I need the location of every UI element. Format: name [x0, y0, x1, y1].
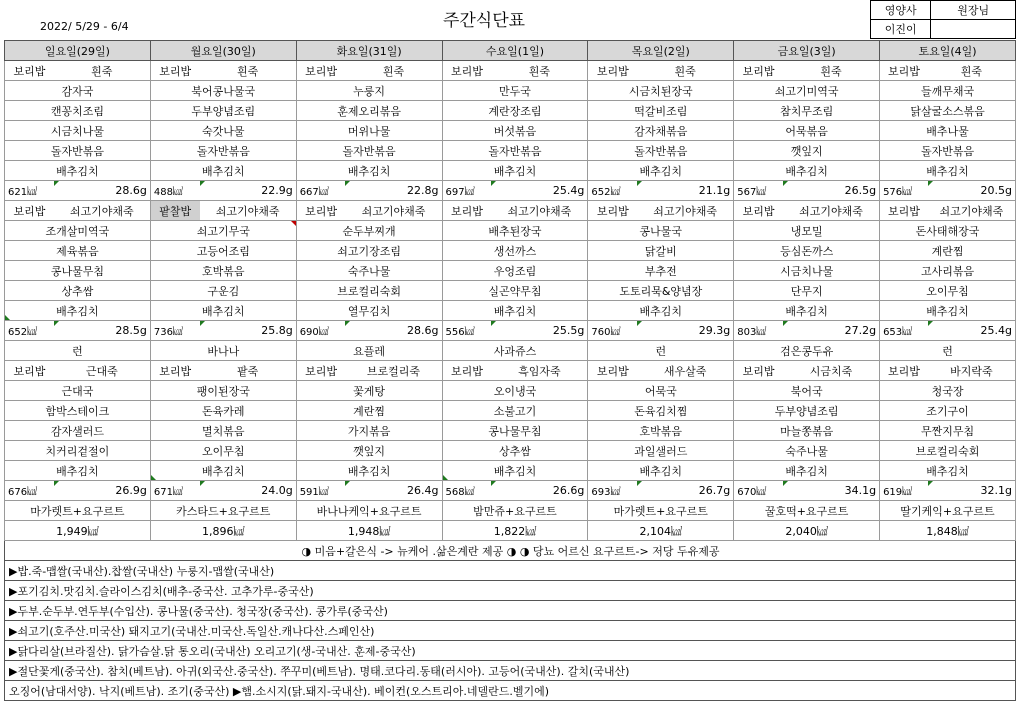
menu-item: 깻잎지 — [734, 141, 880, 161]
kcal-value: 690㎉ — [296, 321, 345, 341]
menu-item: 오이무침 — [880, 281, 1016, 301]
menu-item: 돌자반볶음 — [588, 141, 734, 161]
menu-item: 오이무침 — [150, 441, 296, 461]
snack2-row — [5, 501, 1016, 521]
kcal-value: 591㎉ — [296, 481, 345, 501]
header — [4, 0, 1016, 40]
snack-item: 사과쥬스 — [442, 341, 588, 361]
note-row — [5, 601, 1016, 621]
daily-total-kcal: 1,896㎉ — [150, 521, 296, 541]
kcal-value: 697㎉ — [442, 181, 491, 201]
snack-item: 꿀호떡+요구르트 — [734, 501, 880, 521]
kcal-value: 760㎉ — [588, 321, 637, 341]
menu-item: 닭갈비 — [588, 241, 734, 261]
note-row — [5, 681, 1016, 701]
menu-item: 팽이된장국 — [150, 381, 296, 401]
lunch-dish-row — [5, 241, 1016, 261]
kcal-value: 736㎉ — [150, 321, 199, 341]
menu-item: 콩나물무침 — [5, 261, 151, 281]
lunch-dish-row — [5, 221, 1016, 241]
day-header: 수요일(1일) — [442, 41, 588, 61]
menu-item: 마늘쫑볶음 — [734, 421, 880, 441]
breakfast-dish-row — [5, 161, 1016, 181]
porridge-item: 바지락죽 — [928, 361, 1016, 381]
menu-item: 도토리묵&양념장 — [588, 281, 734, 301]
menu-item: 냉모밀 — [734, 221, 880, 241]
menu-item: 배추김치 — [442, 161, 588, 181]
day-header: 목요일(2일) — [588, 41, 734, 61]
menu-item: 북어국 — [734, 381, 880, 401]
rice-item: 보리밥 — [880, 61, 928, 81]
protein-value: 26.7g — [637, 481, 734, 501]
origin-note: 오징어(남대서양). 낙지(베트남). 조기(중국산) ▶햄.소시지(닭.돼지-국내산). 베이컨(오스트리아.네델란드.벨기에) — [5, 681, 1016, 701]
protein-value: 28.6g — [345, 321, 442, 341]
breakfast-dish-row — [5, 121, 1016, 141]
origin-note: ▶절단꽃게(중국산). 참치(베트남). 아귀(외국산.중국산). 쭈꾸미(베트남). 명태.코다리.동태(러시아). 고등어(국내산). 갈치(국내산) — [5, 661, 1016, 681]
menu-item: 배추김치 — [5, 161, 151, 181]
rice-item: 보리밥 — [734, 201, 783, 221]
porridge-item: 팥죽 — [200, 361, 297, 381]
origin-note: ▶두부.순두부.연두부(수입산). 콩나물(중국산). 청국장(중국산). 콩가루(중국산) — [5, 601, 1016, 621]
menu-item: 꽃게탕 — [296, 381, 442, 401]
protein-value: 21.1g — [637, 181, 734, 201]
menu-item: 배추김치 — [734, 161, 880, 181]
menu-item: 버섯볶음 — [442, 121, 588, 141]
note-row — [5, 581, 1016, 601]
porridge-item: 흑임자죽 — [491, 361, 588, 381]
rice-item: 보리밥 — [880, 361, 928, 381]
porridge-item: 브로컬리죽 — [345, 361, 442, 381]
origin-note: ▶포기김치.맛김치.슬라이스김치(배추-중국산. 고추가루-중국산) — [5, 581, 1016, 601]
kcal-value: 667㎉ — [296, 181, 345, 201]
menu-item: 상추쌈 — [5, 281, 151, 301]
menu-item: 배추김치 — [442, 301, 588, 321]
protein-value: 24.0g — [200, 481, 297, 501]
porridge-item: 흰죽 — [491, 61, 588, 81]
dinner-dish-row — [5, 461, 1016, 481]
protein-value: 28.6g — [54, 181, 151, 201]
rice-item: 팥찰밥 — [150, 201, 199, 221]
snack-item: 카스타드+요구르트 — [150, 501, 296, 521]
origin-note: ▶닭다리살(브라질산). 닭가슴살.닭 통오리(국내산) 오리고기(생-국내산. 훈제-중국산) — [5, 641, 1016, 661]
menu-item: 배추김치 — [150, 301, 296, 321]
protein-value: 22.8g — [345, 181, 442, 201]
daily-total-kcal: 2,040㎉ — [734, 521, 880, 541]
porridge-item: 근대죽 — [54, 361, 151, 381]
menu-item: 돈사태해장국 — [880, 221, 1016, 241]
menu-item: 과일샐러드 — [588, 441, 734, 461]
menu-item: 어묵국 — [588, 381, 734, 401]
menu-item: 근대국 — [5, 381, 151, 401]
daily-total-kcal: 1,949㎉ — [5, 521, 151, 541]
snack-item: 밤만쥬+요구르트 — [442, 501, 588, 521]
menu-item: 배추김치 — [734, 301, 880, 321]
kcal-value: 670㎉ — [734, 481, 783, 501]
menu-item: 브로컬리숙회 — [296, 281, 442, 301]
kcal-value: 803㎉ — [734, 321, 783, 341]
approval-role-director: 원장님 — [931, 1, 1016, 20]
approval-sign-dietitian: 이진이 — [871, 20, 931, 39]
origin-note: ◑ 미음+갈은식 -> 뉴케어 .삶은계란 제공 ◑ ◑ 당뇨 어르신 요구르트-> 저당 두유제공 — [5, 541, 1016, 561]
menu-item: 부추전 — [588, 261, 734, 281]
menu-item: 캔꽁치조림 — [5, 101, 151, 121]
rice-item: 보리밥 — [296, 201, 345, 221]
protein-value: 29.3g — [637, 321, 734, 341]
menu-item: 무짠지무침 — [880, 421, 1016, 441]
menu-item: 멸치볶음 — [150, 421, 296, 441]
protein-value: 28.5g — [54, 321, 151, 341]
menu-item: 열무김치 — [296, 301, 442, 321]
menu-item: 호박볶음 — [588, 421, 734, 441]
kcal-value: 652㎉ — [5, 321, 54, 341]
porridge-item: 흰죽 — [637, 61, 734, 81]
menu-item: 닭살굴소스볶음 — [880, 101, 1016, 121]
menu-item: 청국장 — [880, 381, 1016, 401]
day-header: 금요일(3일) — [734, 41, 880, 61]
menu-item: 돈육김치찜 — [588, 401, 734, 421]
menu-item: 계란찜 — [296, 401, 442, 421]
menu-item: 쇠고기무국 — [150, 221, 296, 241]
dinner-nutrition-row — [5, 481, 1016, 501]
rice-item: 보리밥 — [150, 361, 199, 381]
menu-item: 감자샐러드 — [5, 421, 151, 441]
note-row — [5, 561, 1016, 581]
menu-item: 배추김치 — [734, 461, 880, 481]
menu-item: 숙갓나물 — [150, 121, 296, 141]
porridge-item: 새우살죽 — [637, 361, 734, 381]
menu-item: 구운김 — [150, 281, 296, 301]
dinner-base-row — [5, 361, 1016, 381]
porridge-item: 시금치죽 — [783, 361, 880, 381]
menu-item: 훈제오리볶음 — [296, 101, 442, 121]
day-header-row — [5, 41, 1016, 61]
menu-item: 들깨무채국 — [880, 81, 1016, 101]
rice-item: 보리밥 — [588, 61, 637, 81]
daily-total-kcal: 1,948㎉ — [296, 521, 442, 541]
menu-item: 소불고기 — [442, 401, 588, 421]
day-header: 월요일(30일) — [150, 41, 296, 61]
menu-item: 콩나물무침 — [442, 421, 588, 441]
breakfast-nutrition-row — [5, 181, 1016, 201]
daily-total-row — [5, 521, 1016, 541]
breakfast-dish-row — [5, 101, 1016, 121]
snack-item: 요플레 — [296, 341, 442, 361]
snack-item: 런 — [5, 341, 151, 361]
kcal-value: 556㎉ — [442, 321, 491, 341]
menu-item: 시금치나물 — [5, 121, 151, 141]
menu-item: 돌자반볶음 — [880, 141, 1016, 161]
menu-item: 두부양념조림 — [150, 101, 296, 121]
menu-item: 제육볶음 — [5, 241, 151, 261]
daily-total-kcal: 1,822㎉ — [442, 521, 588, 541]
menu-item: 참치무조림 — [734, 101, 880, 121]
menu-item: 우엉조림 — [442, 261, 588, 281]
menu-item: 배추김치 — [880, 461, 1016, 481]
protein-value: 27.2g — [783, 321, 880, 341]
rice-item: 보리밥 — [5, 361, 54, 381]
menu-item: 시금치나물 — [734, 261, 880, 281]
rice-item: 보리밥 — [5, 61, 54, 81]
snack-item: 런 — [880, 341, 1016, 361]
menu-item: 만두국 — [442, 81, 588, 101]
protein-value: 26.5g — [783, 181, 880, 201]
menu-item: 배추나물 — [880, 121, 1016, 141]
menu-item: 생선까스 — [442, 241, 588, 261]
menu-item: 쇠고기장조림 — [296, 241, 442, 261]
lunch-dish-row — [5, 301, 1016, 321]
menu-item: 누룽지 — [296, 81, 442, 101]
breakfast-base-row — [5, 61, 1016, 81]
rice-item: 보리밥 — [734, 361, 783, 381]
snack-item: 마가렛트+요구르트 — [588, 501, 734, 521]
note-row — [5, 541, 1016, 561]
menu-item: 계란찜 — [880, 241, 1016, 261]
date-range: 2022/ 5/29 - 6/4 — [40, 20, 129, 33]
menu-item: 배추김치 — [588, 461, 734, 481]
daily-total-kcal: 1,848㎉ — [880, 521, 1016, 541]
dinner-dish-row — [5, 381, 1016, 401]
rice-item: 보리밥 — [588, 361, 637, 381]
menu-item: 돌자반볶음 — [442, 141, 588, 161]
protein-value: 22.9g — [200, 181, 297, 201]
rice-item: 보리밥 — [150, 61, 199, 81]
menu-item: 배추김치 — [5, 461, 151, 481]
menu-item: 배추김치 — [296, 461, 442, 481]
menu-item: 배추김치 — [588, 301, 734, 321]
menu-item: 브로컬리숙회 — [880, 441, 1016, 461]
menu-item: 머위나물 — [296, 121, 442, 141]
menu-item: 콩나물국 — [588, 221, 734, 241]
rice-item: 보리밥 — [5, 201, 54, 221]
breakfast-dish-row — [5, 141, 1016, 161]
menu-item: 시금치된장국 — [588, 81, 734, 101]
protein-value: 25.8g — [200, 321, 297, 341]
protein-value: 25.4g — [928, 321, 1016, 341]
menu-item: 고사리볶음 — [880, 261, 1016, 281]
rice-item: 보리밥 — [296, 361, 345, 381]
menu-item: 돌자반볶음 — [150, 141, 296, 161]
menu-item: 실곤약무침 — [442, 281, 588, 301]
menu-item: 배추김치 — [296, 161, 442, 181]
porridge-item: 쇠고기야채죽 — [491, 201, 588, 221]
day-header: 토요일(4일) — [880, 41, 1016, 61]
approval-sign-director — [931, 20, 1016, 39]
rice-item: 보리밥 — [442, 61, 491, 81]
menu-item: 감자국 — [5, 81, 151, 101]
protein-value: 25.5g — [491, 321, 588, 341]
snack-item: 바나나케익+요구르트 — [296, 501, 442, 521]
porridge-item: 흰죽 — [928, 61, 1016, 81]
porridge-item: 쇠고기야채죽 — [783, 201, 880, 221]
kcal-value: 671㎉ — [150, 481, 199, 501]
lunch-dish-row — [5, 261, 1016, 281]
rice-item: 보리밥 — [442, 361, 491, 381]
kcal-value: 576㎉ — [880, 181, 928, 201]
snack-item: 마가렛트+요구르트 — [5, 501, 151, 521]
kcal-value: 621㎉ — [5, 181, 54, 201]
rice-item: 보리밥 — [734, 61, 783, 81]
breakfast-dish-row — [5, 81, 1016, 101]
lunch-base-row — [5, 201, 1016, 221]
kcal-value: 488㎉ — [150, 181, 199, 201]
kcal-value: 619㎉ — [880, 481, 928, 501]
lunch-dish-row — [5, 281, 1016, 301]
note-row — [5, 641, 1016, 661]
menu-item: 조기구이 — [880, 401, 1016, 421]
rice-item: 보리밥 — [880, 201, 928, 221]
menu-item: 어묵볶음 — [734, 121, 880, 141]
menu-item: 돌자반볶음 — [296, 141, 442, 161]
menu-item: 돌자반볶음 — [5, 141, 151, 161]
menu-item: 상추쌈 — [442, 441, 588, 461]
menu-item: 깻잎지 — [296, 441, 442, 461]
menu-item: 등심돈까스 — [734, 241, 880, 261]
kcal-value: 567㎉ — [734, 181, 783, 201]
snack-item: 검은콩두유 — [734, 341, 880, 361]
menu-item: 순두부찌개 — [296, 221, 442, 241]
menu-item: 배추김치 — [442, 461, 588, 481]
menu-item: 쇠고기미역국 — [734, 81, 880, 101]
menu-item: 숙주나물 — [734, 441, 880, 461]
menu-item: 계란장조림 — [442, 101, 588, 121]
porridge-item: 쇠고기야채죽 — [928, 201, 1016, 221]
protein-value: 20.5g — [928, 181, 1016, 201]
menu-item: 떡갈비조림 — [588, 101, 734, 121]
menu-item: 숙주나물 — [296, 261, 442, 281]
day-header: 화요일(31일) — [296, 41, 442, 61]
menu-item: 함박스테이크 — [5, 401, 151, 421]
kcal-value: 653㎉ — [880, 321, 928, 341]
porridge-item: 흰죽 — [783, 61, 880, 81]
protein-value: 32.1g — [928, 481, 1016, 501]
porridge-item: 흰죽 — [54, 61, 151, 81]
lunch-nutrition-row — [5, 321, 1016, 341]
menu-item: 배추김치 — [5, 301, 151, 321]
note-row — [5, 661, 1016, 681]
snack1-row — [5, 341, 1016, 361]
menu-item: 단무지 — [734, 281, 880, 301]
menu-table — [4, 40, 1016, 701]
porridge-item: 흰죽 — [345, 61, 442, 81]
note-row — [5, 621, 1016, 641]
menu-item: 북어콩나물국 — [150, 81, 296, 101]
day-header: 일요일(29일) — [5, 41, 151, 61]
menu-item: 호박볶음 — [150, 261, 296, 281]
porridge-item: 쇠고기야채죽 — [200, 201, 297, 221]
menu-item: 오이냉국 — [442, 381, 588, 401]
menu-item: 두부양념조림 — [734, 401, 880, 421]
menu-item: 돈육카레 — [150, 401, 296, 421]
protein-value: 25.4g — [491, 181, 588, 201]
menu-item: 배추김치 — [588, 161, 734, 181]
menu-item: 고등어조림 — [150, 241, 296, 261]
kcal-value: 652㎉ — [588, 181, 637, 201]
porridge-item: 쇠고기야채죽 — [637, 201, 734, 221]
protein-value: 26.4g — [345, 481, 442, 501]
snack-item: 런 — [588, 341, 734, 361]
menu-item: 배추김치 — [880, 301, 1016, 321]
porridge-item: 흰죽 — [200, 61, 297, 81]
protein-value: 26.6g — [491, 481, 588, 501]
rice-item: 보리밥 — [296, 61, 345, 81]
daily-total-kcal: 2,104㎉ — [588, 521, 734, 541]
approval-role-dietitian: 영양사 — [871, 1, 931, 20]
rice-item: 보리밥 — [588, 201, 637, 221]
menu-item: 배추된장국 — [442, 221, 588, 241]
menu-item: 감자채볶음 — [588, 121, 734, 141]
snack-item: 바나나 — [150, 341, 296, 361]
dinner-dish-row — [5, 401, 1016, 421]
menu-item: 배추김치 — [150, 161, 296, 181]
menu-item: 가지볶음 — [296, 421, 442, 441]
dinner-dish-row — [5, 421, 1016, 441]
snack-item: 딸기케익+요구르트 — [880, 501, 1016, 521]
menu-item: 배추김치 — [880, 161, 1016, 181]
protein-value: 34.1g — [783, 481, 880, 501]
menu-item: 조개살미역국 — [5, 221, 151, 241]
porridge-item: 쇠고기야채죽 — [345, 201, 442, 221]
kcal-value: 568㎉ — [442, 481, 491, 501]
kcal-value: 693㎉ — [588, 481, 637, 501]
kcal-value: 676㎉ — [5, 481, 54, 501]
rice-item: 보리밥 — [442, 201, 491, 221]
porridge-item: 쇠고기야채죽 — [54, 201, 151, 221]
page-title: 주간식단표 — [442, 11, 526, 31]
dinner-dish-row — [5, 441, 1016, 461]
menu-item: 치커리겉절이 — [5, 441, 151, 461]
origin-note: ▶밥.죽-맵쌀(국내산).찹쌀(국내산) 누룽지-맵쌀(국내산) — [5, 561, 1016, 581]
approval-box — [870, 0, 1016, 39]
protein-value: 26.9g — [54, 481, 151, 501]
origin-note: ▶쇠고기(호주산.미국산) 돼지고기(국내산.미국산.독일산.캐나다산.스페인산) — [5, 621, 1016, 641]
menu-item: 배추김치 — [150, 461, 296, 481]
